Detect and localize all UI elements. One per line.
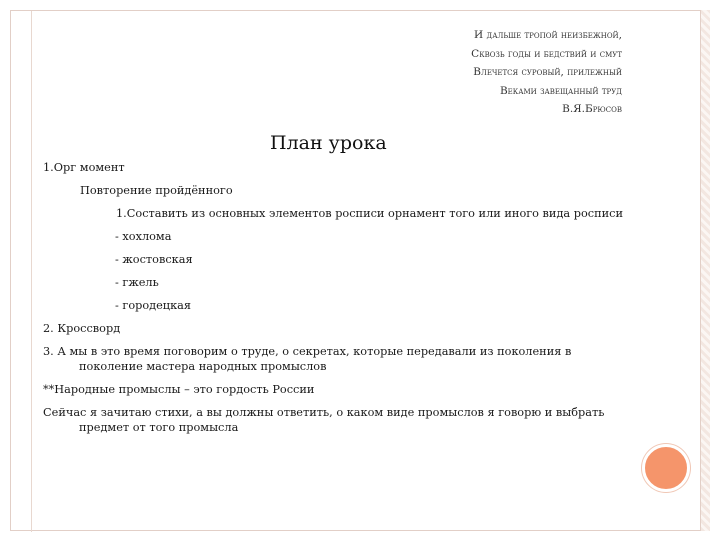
- plan-item-task: 1.Составить из основных элементов росписи орнамент того или иного вида росписи: [116, 207, 624, 220]
- decorative-stripe: [701, 10, 710, 531]
- style-item-zhostovo: - жостовская: [115, 253, 193, 266]
- epigraph-line: И дальше тропой неизбежной,: [474, 29, 622, 41]
- plan-item-crossword: 2. Кроссворд: [43, 322, 121, 335]
- style-item-gorodets: - городецкая: [115, 299, 191, 312]
- epigraph-author: В.Я.Брюсов: [562, 103, 622, 115]
- frame-left-rule: [31, 11, 32, 532]
- epigraph-line: Сквозь годы и бедствий и смут: [471, 47, 622, 60]
- epigraph-line: Веками завещанный труд: [499, 84, 622, 97]
- page-title: План урока: [270, 132, 387, 154]
- plan-item-poems: Сейчас я зачитаю стихи, а вы должны ответить, о каком виде промыслов я говорю и выбрать предмет от того промысла: [43, 406, 605, 434]
- plan-item-secrets: 3. А мы в это время поговорим о труде, о секретах, которые передавали из поколения в поколение мастера народных промыслов: [43, 345, 572, 373]
- plan-item-review: Повторение пройдённого: [80, 184, 233, 197]
- decorative-circle: [642, 444, 690, 492]
- epigraph: [471, 26, 622, 119]
- style-item-khokhloma: - хохлома: [115, 230, 172, 243]
- style-item-gzhel: - гжель: [115, 276, 159, 289]
- lesson-plan: [43, 160, 633, 443]
- epigraph-line: Влечется суровый, прилежный: [473, 66, 622, 78]
- plan-note: **Народные промыслы – это гордость России: [43, 383, 315, 396]
- plan-item-org: 1.Орг момент: [43, 161, 125, 174]
